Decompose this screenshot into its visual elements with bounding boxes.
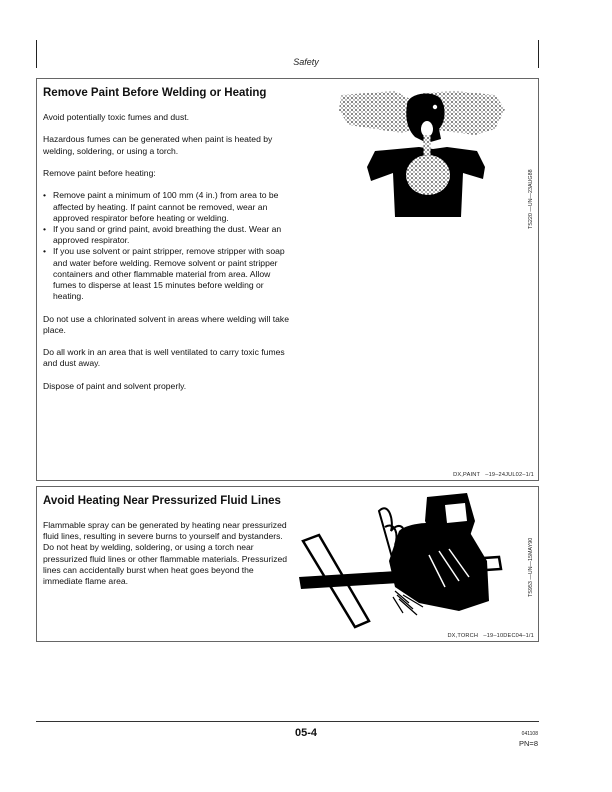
illustration-code: TS220 —UN—23AUG88 bbox=[528, 169, 534, 229]
page-header: Safety bbox=[293, 57, 319, 67]
page-number: 05-4 bbox=[294, 727, 318, 739]
toxic-fumes-icon bbox=[335, 89, 515, 219]
torch-burn-icon bbox=[299, 491, 519, 629]
section-body bbox=[43, 112, 295, 403]
illustration-code: TS953 —UN—15MAY90 bbox=[528, 537, 534, 597]
paragraph: Remove paint before heating: bbox=[43, 167, 156, 178]
date-code: 041108 bbox=[521, 731, 538, 737]
list-item: • If you use solvent or paint stripper, remove stripper with soap and water before welding. Remove solvent or paint stripper containers and other flammable material from area. Allow fumes to disperse at least 15 minutes before welding or heating. bbox=[53, 246, 295, 302]
paragraph: Avoid potentially toxic fumes and dust. bbox=[43, 112, 190, 122]
paragraph: Do not use a chlorinated solvent in areas where welding will take place. bbox=[43, 313, 290, 335]
paragraph: Flammable spray can be generated by heating near pressurized fluid lines, resulting in severe burns to yourself and bystanders. Do not heat by welding, soldering, or using a torch near pressurized fluid lines or other flammable materials. Pressurized lines can accidentally burst when heat goes beyond the immediate flame area. bbox=[43, 520, 288, 587]
footer-rule bbox=[36, 721, 539, 722]
section-title: Remove Paint Before Welding or Heating bbox=[43, 87, 267, 99]
pn-number: PN=8 bbox=[519, 739, 538, 748]
footer-code: DX,PAINT –19–24JUL02–1/1 bbox=[453, 472, 534, 478]
footer-code: DX,TORCH –19–10DEC04–1/1 bbox=[447, 633, 534, 639]
section-remove-paint bbox=[36, 78, 539, 481]
list-item: • If you sand or grind paint, avoid breathing the dust. Wear an approved respirator. bbox=[53, 224, 295, 246]
paragraph: Do all work in an area that is well ventilated to carry toxic fumes and dust away. bbox=[43, 347, 285, 369]
section-title: Avoid Heating Near Pressurized Fluid Lines bbox=[43, 495, 281, 507]
section-pressurized-lines bbox=[36, 486, 539, 642]
paragraph: Dispose of paint and solvent properly. bbox=[43, 380, 187, 391]
section-body bbox=[43, 520, 295, 598]
paragraph: Hazardous fumes can be generated when paint is heated by welding, soldering, or using a torch. bbox=[43, 134, 273, 156]
list-item: • Remove paint a minimum of 100 mm (4 in.) from area to be affected by heating. If paint cannot be removed, wear an approved respirator before heating or welding. bbox=[53, 190, 295, 224]
bullet-list bbox=[43, 190, 295, 302]
